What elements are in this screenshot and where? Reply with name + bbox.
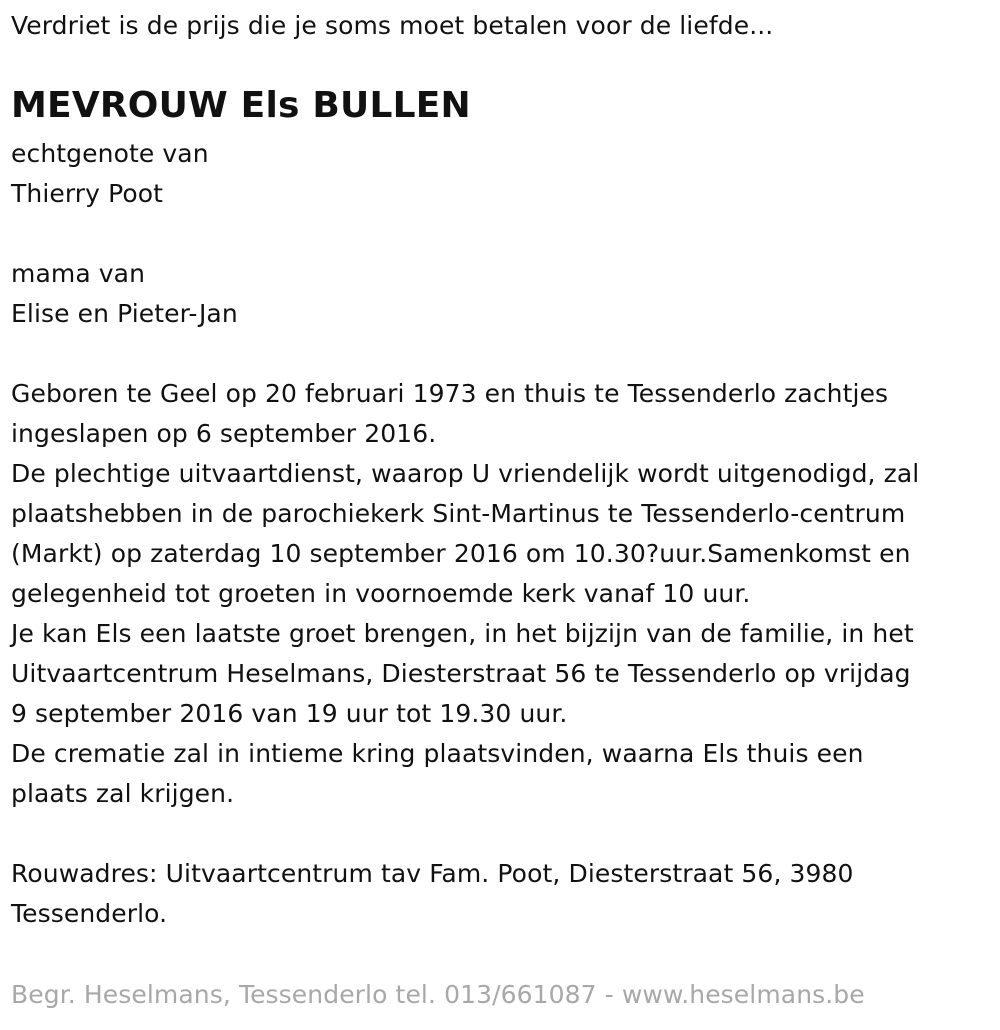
mourning-address	[11, 854, 854, 934]
body-line: Geboren te Geel op 20 februari 1973 en thuis te Tessenderlo zachtjes	[11, 379, 889, 408]
motto-text: Verdriet is de prijs die je soms moet betalen voor de liefde...	[11, 11, 774, 40]
spouse-section	[11, 134, 209, 214]
body-line: De plechtige uitvaartdienst, waarop U vriendelijk wordt uitgenodigd, zal	[11, 459, 920, 488]
announcement-body	[11, 374, 919, 814]
body-line: De crematie zal in intieme kring plaatsvinden, waarna Els thuis een	[11, 739, 864, 768]
address-line: Tessenderlo.	[11, 899, 168, 928]
body-line: Je kan Els een laatste groet brengen, in het bijzijn van de familie, in het	[11, 619, 914, 648]
body-line: Uitvaartcentrum Heselmans, Diesterstraat 56 te Tessenderlo op vrijdag	[11, 659, 911, 688]
address-line: Rouwadres: Uitvaartcentrum tav Fam. Poot, Diesterstraat 56, 3980	[11, 859, 854, 888]
body-line: ingeslapen op 6 september 2016.	[11, 419, 437, 448]
children-names: Elise en Pieter-Jan	[11, 299, 238, 328]
undertaker-footer: Begr. Heselmans, Tessenderlo tel. 013/661087 - www.heselmans.be	[11, 980, 865, 1009]
children-label: mama van	[11, 259, 146, 288]
body-line: plaats zal krijgen.	[11, 779, 235, 808]
spouse-name: Thierry Poot	[11, 179, 164, 208]
body-line: gelegenheid tot groeten in voornoemde kerk vanaf 10 uur.	[11, 579, 751, 608]
children-section	[11, 254, 238, 334]
deceased-name: MEVROUW Els BULLEN	[11, 85, 471, 126]
body-line: (Markt) op zaterdag 10 september 2016 om 10.30?uur.Samenkomst en	[11, 539, 911, 568]
body-line: plaatshebben in de parochiekerk Sint-Martinus te Tessenderlo-centrum	[11, 499, 906, 528]
spouse-label: echtgenote van	[11, 139, 209, 168]
body-line: 9 september 2016 van 19 uur tot 19.30 uur.	[11, 699, 568, 728]
